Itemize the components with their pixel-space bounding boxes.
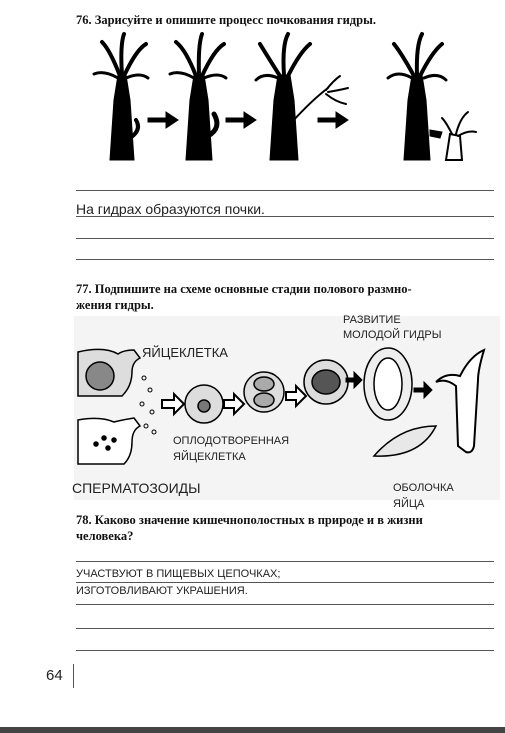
arrow-1 [148, 112, 178, 128]
bottom-bar [0, 727, 505, 733]
label-development-line1: РАЗВИТИЕ [343, 314, 401, 326]
label-fertilized-line2: ЯЙЦЕКЛЕТКА [173, 451, 246, 463]
arrow-3 [318, 112, 348, 128]
question-77-title-line2: жения гидры. [76, 298, 154, 312]
question-78-title-line2: человека? [76, 529, 134, 543]
hydra-reproduction-diagram [74, 316, 500, 500]
page-number: 64 [40, 664, 74, 688]
question-76-title: 76. Зарисуйте и опишите процесс почкования гидры. [76, 13, 376, 27]
arrow-2 [226, 112, 256, 128]
hydra-stage-4 [388, 34, 476, 160]
label-shell-line1: ОБОЛОЧКА [393, 482, 454, 494]
label-sperm: СПЕРМАТОЗОИДЫ [72, 480, 201, 496]
hydra-stage-2 [170, 34, 226, 160]
question-78-title-line1: 78. Каково значение кишечнополостных в природе и в жизни [76, 513, 423, 527]
label-development-line2: МОЛОДОЙ ГИДРЫ [343, 329, 442, 341]
label-egg: ЯЙЦЕКЛЕТКА [142, 345, 228, 360]
hydra-stage-1 [94, 34, 148, 160]
question-78-answer-line1: УЧАСТВУЮТ В ПИЩЕВЫХ ЦЕПОЧКАХ; [76, 568, 281, 580]
question-77-title-line1: 77. Подпишите на схеме основные стадии полового размно- [76, 282, 412, 296]
hydra-stage-3 [256, 34, 348, 160]
question-78-answer-line2: ИЗГОТОВЛИВАЮТ УКРАШЕНИЯ. [76, 585, 248, 597]
question-76-answer: На гидрах образуются почки. [76, 201, 265, 217]
label-fertilized-line1: ОПЛОДОТВОРЕННАЯ [173, 435, 290, 447]
hydra-budding-illustration [90, 30, 500, 170]
label-shell-line2: ЯЙЦА [393, 498, 425, 510]
